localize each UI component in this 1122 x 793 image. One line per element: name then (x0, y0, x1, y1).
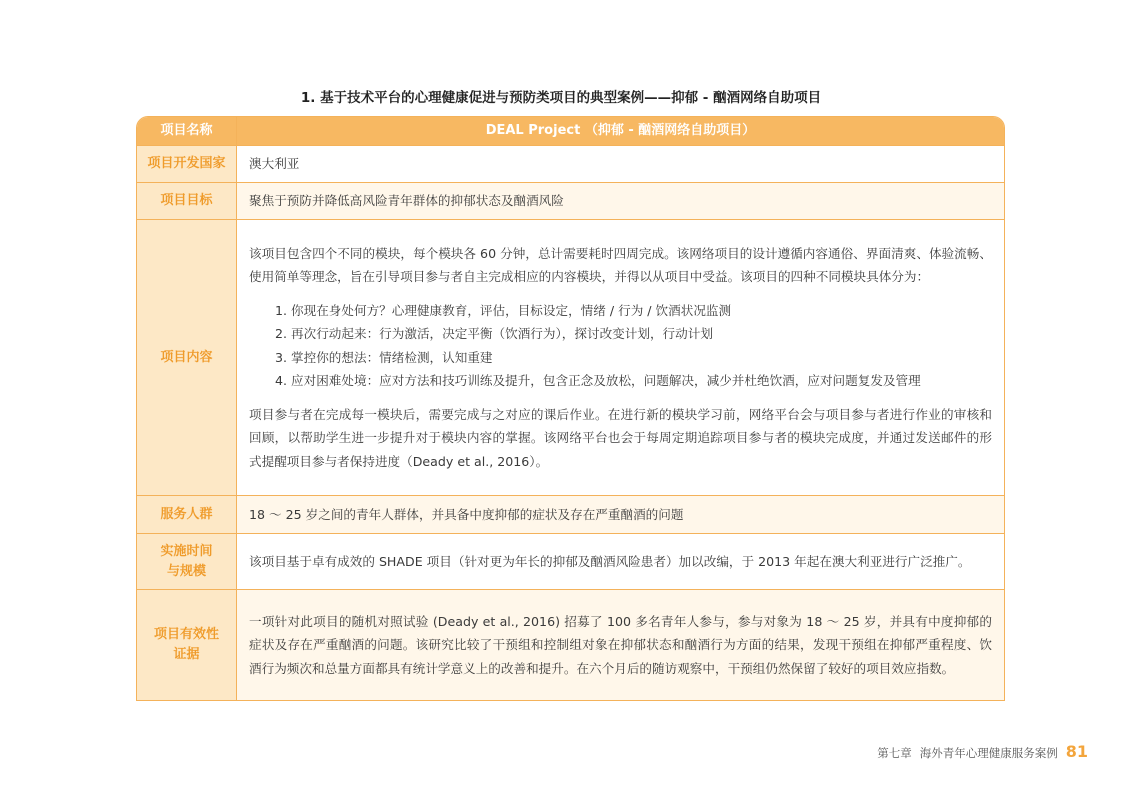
implementation-label-line1: 实施时间 (160, 543, 213, 559)
country-row (137, 145, 1004, 182)
page-number: 81 (1065, 742, 1088, 761)
footer-chapter: 第七章 (877, 746, 912, 760)
goal-value: 聚焦于预防并降低高风险青年群体的抑郁状态及酗酒风险 (237, 183, 1004, 219)
module-list (249, 299, 992, 393)
page-title: 1. 基于技术平台的心理健康促进与预防类项目的典型案例——抑郁 - 酗酒网络自助项目 (300, 90, 822, 106)
footer-section: 海外青年心理健康服务案例 (919, 746, 1058, 760)
evidence-label-line2: 证据 (173, 647, 200, 662)
implementation-value: 该项目基于卓有成效的 SHADE 项目（针对更为年长的抑郁及酗酒风险患者）加以改编，于 2013 年起在澳大利亚进行广泛推广。 (249, 553, 971, 569)
module-item: 2. 再次行动起来：行为激活，决定平衡（饮酒行为），探讨改变计划，行动计划 (275, 326, 713, 342)
implementation-label-line2: 与规模 (166, 563, 206, 579)
header-label: 项目名称 (137, 117, 237, 145)
page-footer (877, 742, 1088, 761)
evidence-row (137, 589, 1004, 700)
module-item: 3. 掌控你的想法：情绪检测，认知重建 (275, 349, 493, 365)
module-item: 1. 你现在身处何方？心理健康教育，评估，目标设定，情绪 / 行为 / 饮酒状况监测 (275, 302, 732, 318)
content-label: 项目内容 (137, 220, 237, 495)
table-header-row (137, 117, 1004, 145)
evidence-value: 一项针对此项目的随机对照试验 (Deady et al., 2016) 招募了 100 多名青年人参与，参与对象为 18 ～ 25 岁，并具有中度抑郁的症状及存在严重酗酒的问题。该研究比较了干预组和控制组对象在抑郁状态和酗酒行为方面的结果，发现干预组在抑郁严重程度、饮酒行为频次和总量方面都具有统计学意义上的改善和提升。在六个月后的随访观察中，干预组仍然保留了较好的项目效应指数。 (249, 613, 992, 676)
service-value: 18 ～ 25 岁之间的青年人群体，并具备中度抑郁的症状及存在严重酗酒的问题 (237, 496, 1004, 533)
goal-label: 项目目标 (137, 183, 237, 219)
content-value (237, 220, 1004, 495)
evidence-label (137, 590, 237, 700)
implementation-label (137, 534, 237, 589)
service-label: 服务人群 (137, 496, 237, 533)
country-value: 澳大利亚 (249, 156, 300, 172)
header-value: DEAL Project （抑郁 - 酗酒网络自助项目） (237, 117, 1004, 145)
goal-row (137, 182, 1004, 219)
evidence-label-line1: 项目有效性 (153, 627, 219, 642)
country-label: 项目开发国家 (137, 146, 237, 182)
service-row (137, 495, 1004, 533)
content-intro: 该项目包含四个不同的模块，每个模块各 60 分钟，总计需要耗时四周完成。该网络项目的设计遵循内容通俗、界面清爽、体验流畅、使用简单等理念，旨在引导项目参与者自主完成相应的内容模块，并得以从项目中受益。该项目的四种不同模块具体分为： (249, 245, 992, 285)
module-item: 4. 应对困难处境：应对方法和技巧训练及提升，包含正念及放松，问题解决，减少并杜绝饮酒，应对问题复发及管理 (275, 373, 921, 389)
project-table (136, 116, 1005, 701)
implementation-row (137, 533, 1004, 589)
content-outro: 项目参与者在完成每一模块后，需要完成与之对应的课后作业。在进行新的模块学习前，网络平台会与项目参与者进行作业的审核和回顾，以帮助学生进一步提升对于模块内容的掌握。该网络平台也会于每周定期追踪项目参与者的模块完成度，并通过发送邮件的形式提醒项目参与者保持进度（Deady et al., 2016）。 (249, 406, 992, 469)
content-row (137, 219, 1004, 495)
